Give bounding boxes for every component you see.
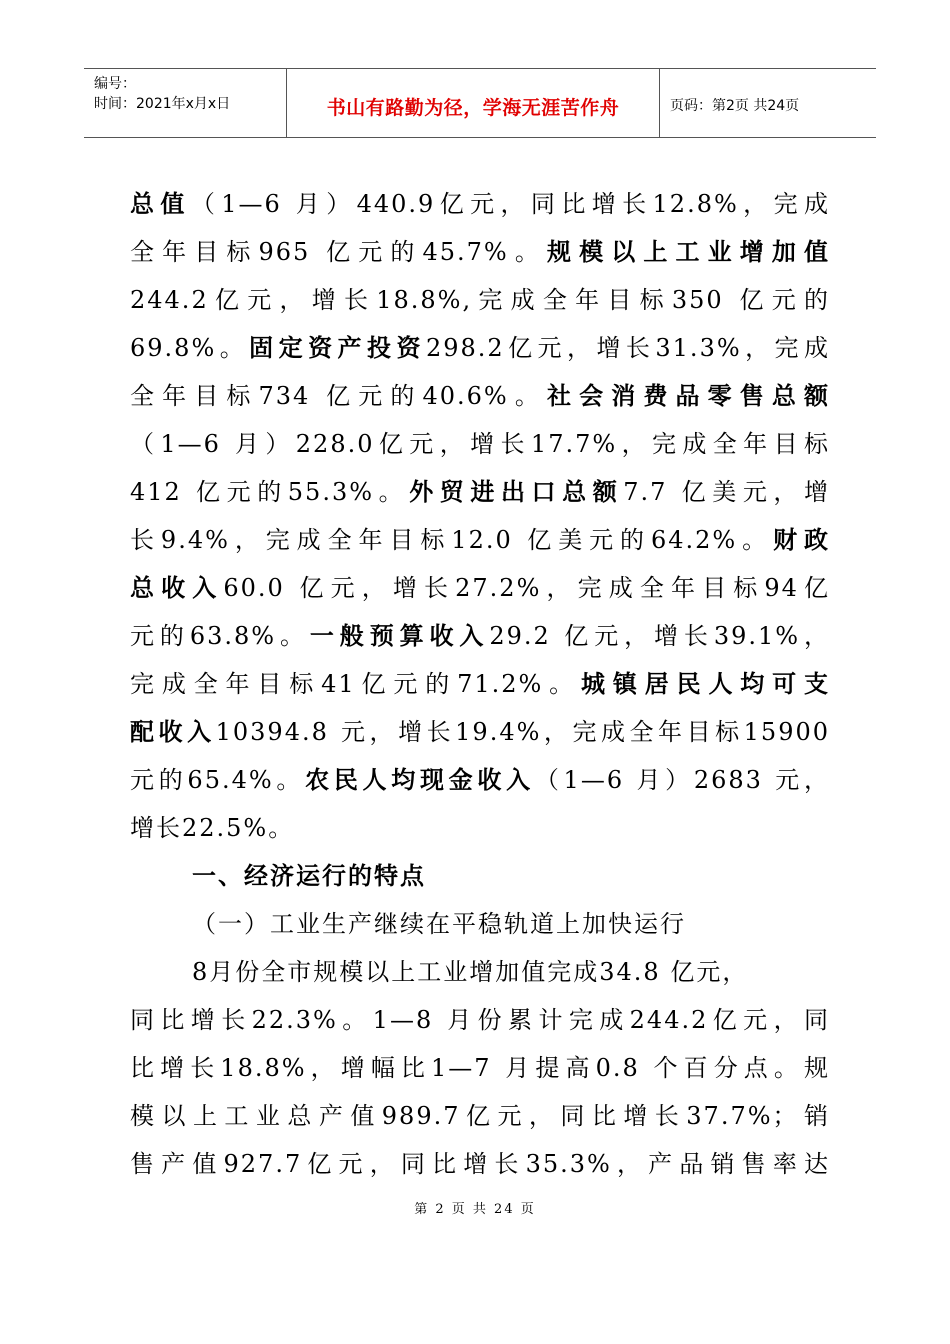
text-line — [130, 468, 830, 516]
header-page-cell — [660, 69, 876, 137]
text-run: 412 亿元的55.3%。 — [130, 478, 410, 506]
text-run: 244.2亿元，增长18.8%,完成全年目标350 亿元的 — [130, 286, 830, 314]
text-run: 298.2亿元，增长31.3%，完成 — [425, 334, 831, 362]
text-run: 全年目标734 亿元的40.6%。 — [130, 382, 547, 410]
page-footer: 第 2 页 共 24 页 — [414, 1202, 536, 1217]
subsection-heading: （一）工业生产继续在平稳轨道上加快运行 — [192, 910, 686, 938]
text-line: 售产值927.7亿元，同比增长35.3%，产品销售率达 — [130, 1150, 830, 1178]
text-line — [130, 660, 830, 708]
text-line — [130, 708, 830, 756]
bold-term: 规模以上工业增加值 — [546, 237, 830, 266]
bold-term: 一般预算收入 — [309, 621, 490, 650]
text-line: 同比增长22.3%。1—8 月份累计完成244.2亿元，同 — [130, 1006, 830, 1034]
header-motto-cell — [287, 69, 660, 137]
text-run: 7.7 亿美元，增 — [623, 478, 830, 506]
text-run: （1—6 月）228.0亿元，增长17.7%，完成全年目标 — [130, 430, 830, 458]
text-line: 模以上工业总产值989.7亿元，同比增长37.7%；销 — [130, 1102, 830, 1130]
text-line — [130, 228, 830, 276]
bold-term: 固定资产投资 — [249, 333, 426, 362]
header-page-number: 页码：第2页 共24页 — [670, 98, 800, 114]
paragraph-industry — [130, 948, 830, 1188]
text-run: 10394.8 元，增长19.4%，完成全年目标15900 — [215, 718, 831, 746]
document-body — [130, 180, 830, 1188]
text-line: 8月份全市规模以上工业增加值完成34.8 亿元， — [192, 958, 749, 986]
text-run: （1—6 月）2683 元， — [534, 766, 831, 794]
text-run: 元的65.4%。 — [130, 766, 306, 794]
text-run: （1—6 月）440.9亿元，同比增长12.8%，完成 — [190, 190, 830, 218]
bold-term: 城镇居民人均可支 — [581, 669, 831, 698]
text-line — [130, 564, 830, 612]
text-line — [130, 612, 830, 660]
text-run: 60.0 亿元，增长27.2%，完成全年目标94亿 — [223, 574, 830, 602]
text-line — [130, 180, 830, 228]
bold-term: 社会消费品零售总额 — [546, 381, 830, 410]
section-heading: 一、经济运行的特点 — [192, 861, 426, 890]
bold-term: 总值 — [130, 189, 191, 218]
text-line — [130, 804, 830, 852]
bold-term: 财政 — [773, 525, 831, 554]
paragraph-statistics — [130, 180, 830, 852]
text-run: 长9.4%，完成全年目标12.0 亿美元的64.2%。 — [130, 526, 774, 554]
bold-term: 配收入 — [130, 717, 216, 746]
text-line — [130, 420, 830, 468]
text-line — [130, 372, 830, 420]
document-time-label: 时间：2021年x月x日 — [94, 96, 231, 112]
text-run: 增长22.5%。 — [130, 814, 295, 842]
header-info-cell — [84, 69, 287, 137]
bold-term: 外贸进出口总额 — [409, 477, 624, 506]
text-run: 元的63.8%。 — [130, 622, 310, 650]
text-run: 全年目标965 亿元的45.7%。 — [130, 238, 547, 266]
bold-term: 总收入 — [130, 573, 224, 602]
text-line — [130, 276, 830, 324]
document-number-label: 编号： — [94, 76, 136, 92]
text-run: 完成全年目标41亿元的71.2%。 — [130, 670, 582, 698]
text-line — [130, 324, 830, 372]
text-line — [130, 516, 830, 564]
text-run: 69.8%。 — [130, 334, 250, 362]
text-line — [130, 756, 830, 804]
header-motto: 书山有路勤为径，学海无涯苦作舟 — [326, 97, 620, 119]
text-line: 比增长18.8%，增幅比1—7 月提高0.8 个百分点。规 — [130, 1054, 830, 1082]
text-run: 29.2 亿元，增长39.1%， — [489, 622, 830, 650]
page-header — [84, 68, 876, 138]
bold-term: 农民人均现金收入 — [305, 765, 535, 794]
